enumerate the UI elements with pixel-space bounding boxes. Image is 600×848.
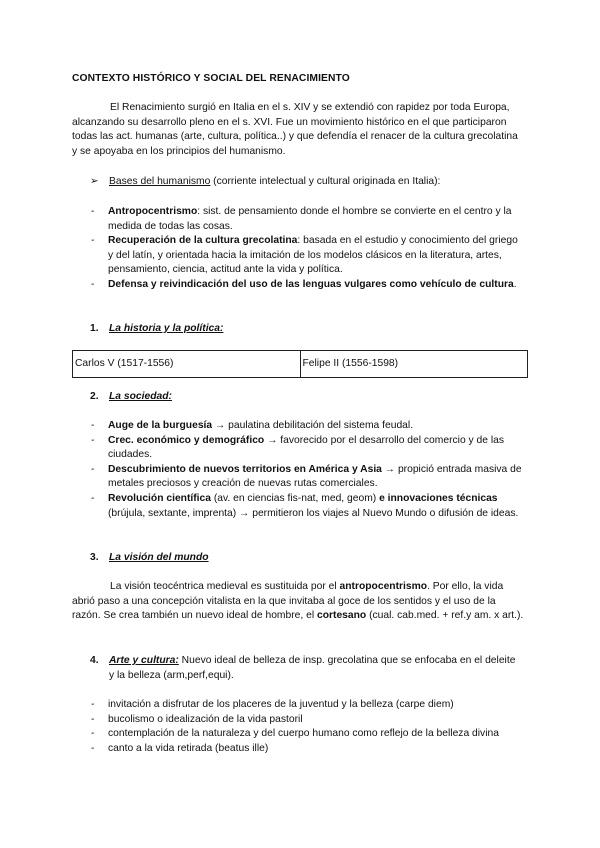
- society-list: [90, 419, 524, 521]
- table-row: [73, 351, 528, 378]
- worldview-paragraph: La visión teocéntrica medieval es sustituida por el antropocentrismo. Por ello, la vida abrió paso a una concepción vitalista en la que invitaba al goce de los sentidos y el uso de la razón. Se crea también un nuevo ideal de hombre, el cortesano (cual. cab.med. + ref.y am. x art.).: [72, 581, 524, 622]
- bases-note: (corriente intelectual y cultural originada en Italia):: [210, 176, 441, 187]
- list-item: - Defensa y reivindicación del uso de las lenguas vulgares como vehículo de cultura.: [90, 278, 524, 293]
- section-title: La visión del mundo: [109, 552, 209, 563]
- list-item: - Auge de la burguesía → paulatina debilitación del sistema feudal.: [90, 419, 524, 434]
- section-number: 4.: [90, 655, 99, 666]
- section-description: Nuevo ideal de belleza de insp. grecolatina que se enfocaba en el deleite y la belleza (arm,perf,equi).: [109, 655, 516, 681]
- list-item: - canto a la vida retirada (beatus ille): [90, 742, 524, 757]
- section-title: La historia y la política:: [109, 323, 224, 334]
- page-title: CONTEXTO HISTÓRICO Y SOCIAL DEL RENACIMIENTO: [72, 73, 350, 84]
- list-item: - bucolismo o idealización de la vida pastoril: [90, 713, 524, 728]
- intro-paragraph: El Renacimiento surgió en Italia en el s. XIV y se extendió con rapidez por toda Europa, alcanzando su desarrollo pleno en el s. XVI. Fue un movimiento histórico en el que participaron todas las act. humanas (arte, cultura, política..) y que defendía el renacer de la cultura grecolatina y se apoyaba en los principios del humanismo.: [72, 102, 518, 157]
- section-2-heading: [90, 390, 520, 405]
- list-item: - contemplación de la naturaleza y del cuerpo humano como reflejo de la belleza divina: [90, 727, 524, 742]
- bases-list: [90, 205, 524, 293]
- section-number: 1.: [90, 323, 99, 334]
- list-item: - Revolución científica (av. en ciencias fis-nat, med, geom) e innovaciones técnicas (brújula, sextante, imprenta) → permitieron los viajes al Nuevo Mundo o difusión de ideas.: [90, 492, 524, 521]
- rulers-table: [72, 350, 528, 378]
- section-number: 2.: [90, 391, 99, 402]
- art-list: [90, 698, 524, 756]
- section-1-heading: [90, 322, 520, 337]
- table-cell: Felipe II (1556-1598): [300, 351, 528, 378]
- section-3-heading: [90, 551, 520, 566]
- list-item: - invitación a disfrutar de los placeres de la juventud y la belleza (carpe diem): [90, 698, 524, 713]
- list-item: - Recuperación de la cultura grecolatina: basada en el estudio y conocimiento del griego y del latín, y orientada hacia la imitación de los modelos clásicos en la literatura, artes, pensamiento, ciencia, actitud ante la vida y política.: [90, 234, 524, 278]
- list-item: - Antropocentrismo: sist. de pensamiento donde el hombre se convierte en el centro y la medida de todas las cosas.: [90, 205, 524, 234]
- section-title: La sociedad:: [109, 391, 172, 402]
- section-4-heading: [90, 654, 520, 683]
- arrow-bullet-icon: ➢: [90, 176, 99, 187]
- table-cell: Carlos V (1517-1556): [73, 351, 301, 378]
- bases-heading: [90, 175, 520, 190]
- section-number: 3.: [90, 552, 99, 563]
- list-item: - Descubrimiento de nuevos territorios en América y Asia → propició entrada masiva de metales preciosos y creación de nuevas rutas comerciales.: [90, 463, 524, 492]
- list-item: - Crec. económico y demográfico → favorecido por el desarrollo del comercio y de las ciudades.: [90, 434, 524, 463]
- section-title: Arte y cultura:: [109, 655, 179, 666]
- bases-title: Bases del humanismo: [109, 176, 211, 187]
